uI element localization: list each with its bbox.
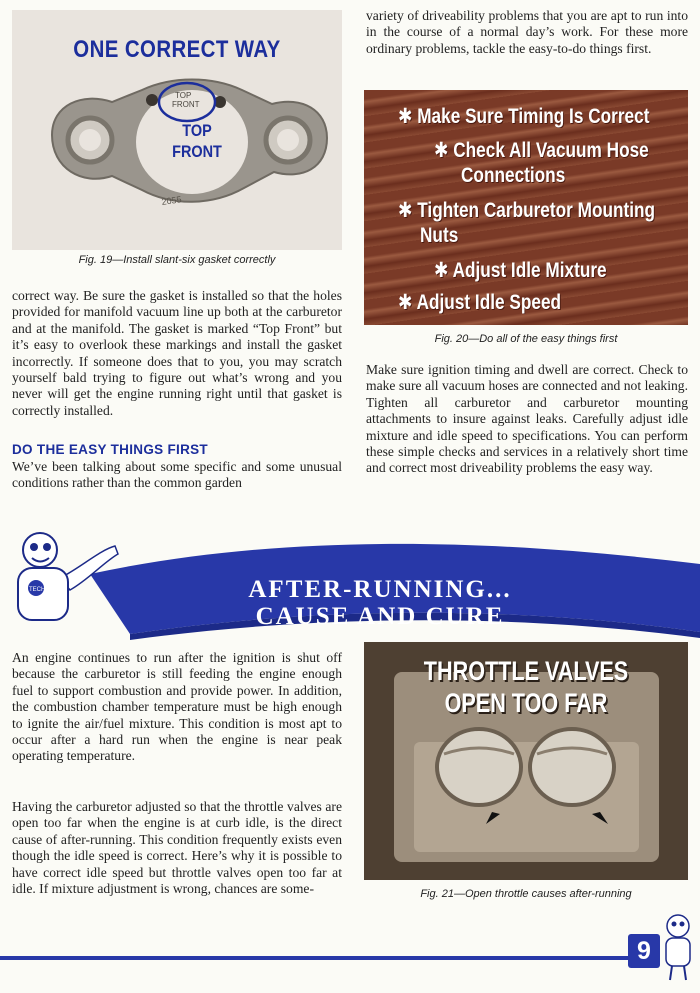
footer-mascot-illustration [660, 912, 696, 984]
after-running-paragraph-2: Having the carburetor adjusted so that the throttle valves are open too far when the engine is at curb idle, is the direct cause of after-running. This condition frequently exists even though the idle speed is correct. Here’s why it is possible to have correct idle speed but throttle valves open too far at idle. If mixture adjustment is wrong, chances are some- [12, 799, 342, 897]
banner-title-line2: CAUSE AND CURE [255, 603, 505, 630]
figure-19-caption: Fig. 19—Install slant-six gasket correctly [78, 254, 276, 266]
checklist-item-carburetor-cont: Nuts [420, 224, 459, 247]
checklist-item-carburetor: ✱ Tighten Carburetor Mounting [398, 199, 656, 222]
checks-paragraph: Make sure ignition timing and dwell are correct. Check to make sure all vacuum hoses are connected and not leaking. Tighten all carburetor and carburetor mounting attachments to insure against leaks. Carefully adjust idle mixture and idle speed to specifications. You can perform these simple checks and services in a relatively short time and correct most driveability problems the easy way. [366, 362, 688, 476]
gasket-stamp-front: FRONT [172, 100, 200, 109]
after-running-paragraph-1: An engine continues to run after the ignition is shut off because the carburetor is still feeding the engine enough fuel to support combustion and provide power. In addition, the combustion chamber temperature must be high enough to ignite the air/fuel mixture. This condition is most apt to occur after a hard run when the engine is near peak operating temperature. [12, 650, 342, 764]
figure-19-photo [12, 10, 342, 250]
gasket-part-number: 2055 [160, 194, 183, 207]
mascot-illustration [0, 528, 120, 628]
front-label: FRONT [172, 142, 222, 161]
banner-title-line1: AFTER-RUNNING... [248, 576, 512, 603]
figure-20-caption: Fig. 20—Do all of the easy things first [434, 333, 618, 345]
easy-things-paragraph: We’ve been talking about some specific and some unusual conditions rather than the common garden [12, 459, 342, 491]
figure-21-photo [364, 642, 688, 880]
page-number: 9 [628, 934, 660, 968]
checklist-item-timing: ✱ Make Sure Timing Is Correct [398, 105, 650, 128]
driveability-paragraph: variety of driveability problems that you are apt to run into in the course of a normal day’s work. For these more ordinary problems, tackle the easy-to-do things first. [366, 8, 688, 56]
figure-20-checklist [364, 90, 688, 325]
checklist-item-vacuum-cont: Connections [461, 164, 566, 187]
figure-19-heading: ONE CORRECT WAY [73, 36, 281, 63]
gasket-paragraph: correct way. Be sure the gasket is installed so that the holes provided for manifold vacuum line up both at the carburetor and at the manifold. The gasket is marked “Top Front” but it’s easy to overlook these markings and install the gasket incorrectly. If someone does that to you, you may scratch yourself bald trying to figure out what’s wrong and you never will get the engine running right until that gasket is correctly installed. [12, 288, 342, 418]
top-label: TOP [182, 121, 212, 140]
checklist-item-mixture: ✱ Adjust Idle Mixture [434, 259, 607, 282]
footer-rule [0, 956, 628, 960]
gasket-stamp-top: TOP [175, 91, 192, 100]
mascot-badge: TECH [29, 587, 46, 593]
open-too-far-label: OPEN TOO FAR [444, 688, 608, 718]
checklist-item-vacuum: ✱ Check All Vacuum Hose [434, 139, 649, 162]
throttle-valves-label: THROTTLE VALVES [423, 656, 629, 686]
figure-21-caption: Fig. 21—Open throttle causes after-running [420, 888, 632, 900]
checklist-item-idle-speed: ✱ Adjust Idle Speed [398, 291, 562, 314]
section-heading-easy-things: DO THE EASY THINGS FIRST [12, 442, 208, 457]
banner-title [200, 576, 560, 630]
top-front-label [159, 120, 236, 162]
